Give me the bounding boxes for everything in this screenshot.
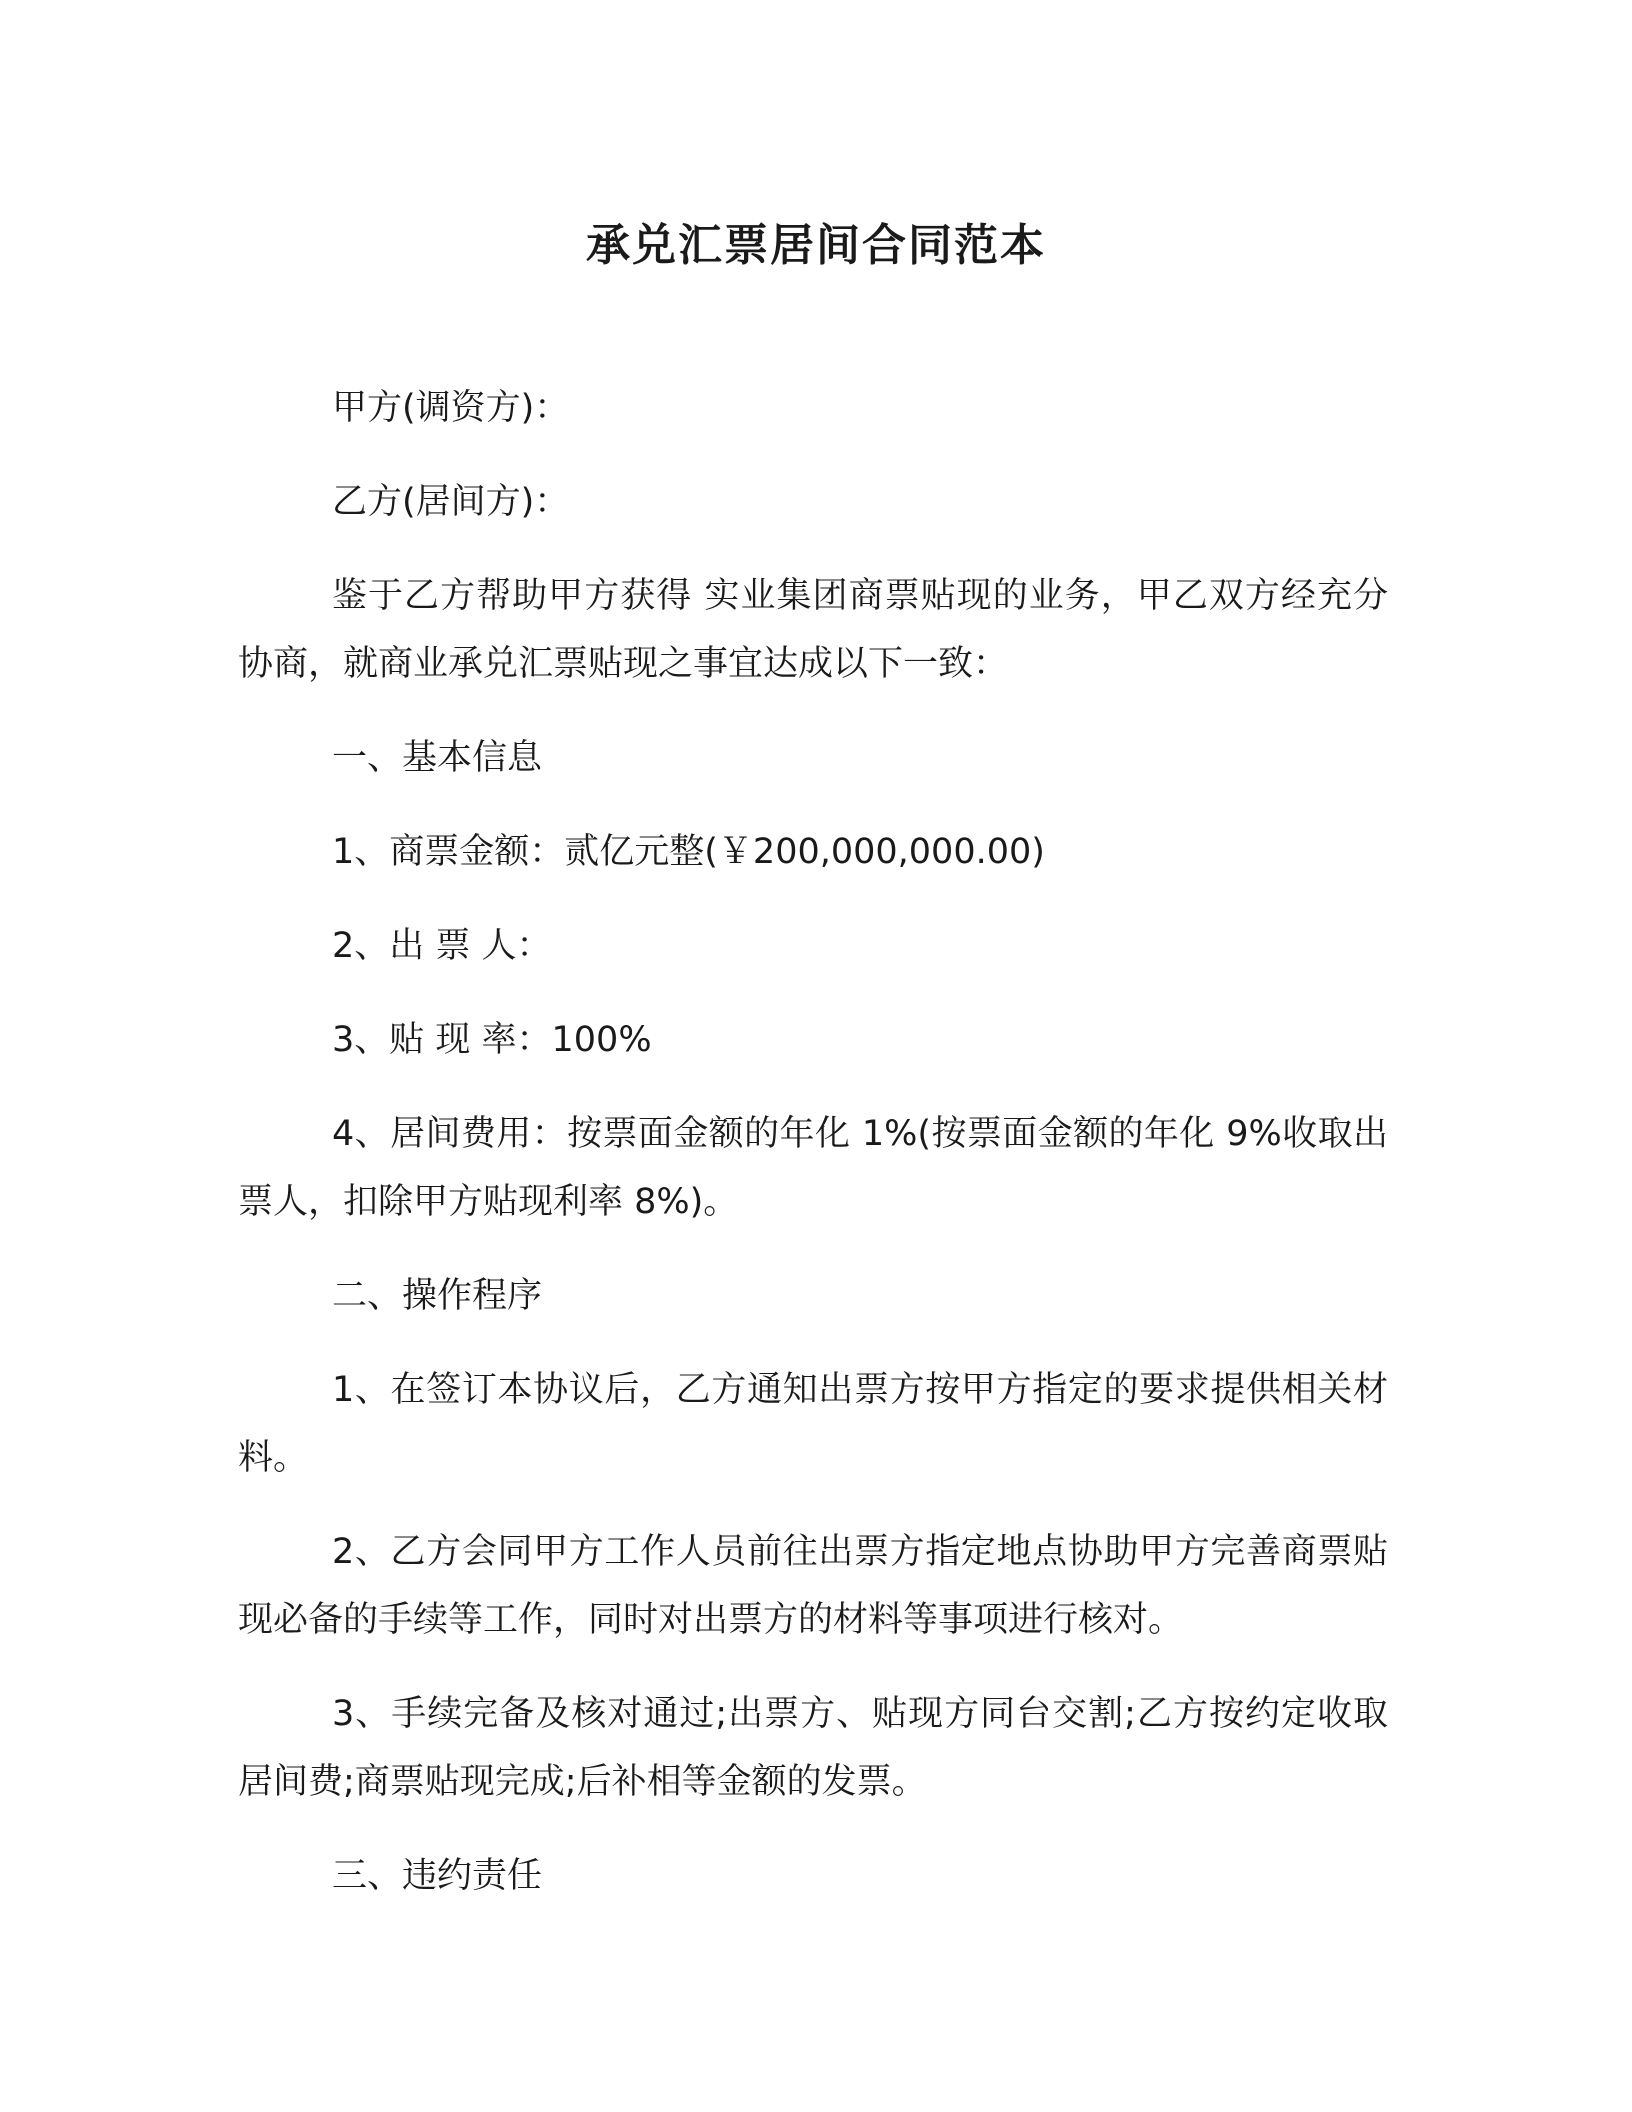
section-heading-liability: 三、违约责任 [332,1856,543,1896]
section-heading-basic-info: 一、基本信息 [332,738,543,778]
procedure-step-3: 3、手续完备及核对通过;出票方、贴现方同台交割;乙方按约定收取居间费;商票贴现完成;后补相等金额的发票。 [238,1694,1388,1802]
party-a-line: 甲方(调资方)： [332,388,570,428]
procedure-step-1: 1、在签订本协议后，乙方通知出票方按甲方指定的要求提供相关材料。 [238,1370,1388,1478]
section-heading-procedure: 二、操作程序 [332,1276,543,1316]
clause-bill-amount: 1、商票金额：贰亿元整(￥200,000,000.00) [332,832,1045,872]
clause-brokerage-fee: 4、居间费用：按票面金额的年化 1%(按票面金额的年化 9%收取出票人，扣除甲方贴现利率 8%)。 [238,1114,1388,1222]
clause-discount-rate: 3、贴 现 率：100% [332,1020,652,1060]
party-b-line: 乙方(居间方)： [332,482,570,522]
clause-drawer: 2、出 票 人： [332,926,552,966]
preamble-paragraph: 鉴于乙方帮助甲方获得 实业集团商票贴现的业务，甲乙双方经充分协商，就商业承兑汇票贴现之事宜达成以下一致： [238,576,1388,684]
document-title: 承兑汇票居间合同范本 [586,220,1046,271]
procedure-step-2: 2、乙方会同甲方工作人员前往出票方指定地点协助甲方完善商票贴现必备的手续等工作，同时对出票方的材料等事项进行核对。 [238,1532,1388,1640]
document-body [238,374,1388,1936]
